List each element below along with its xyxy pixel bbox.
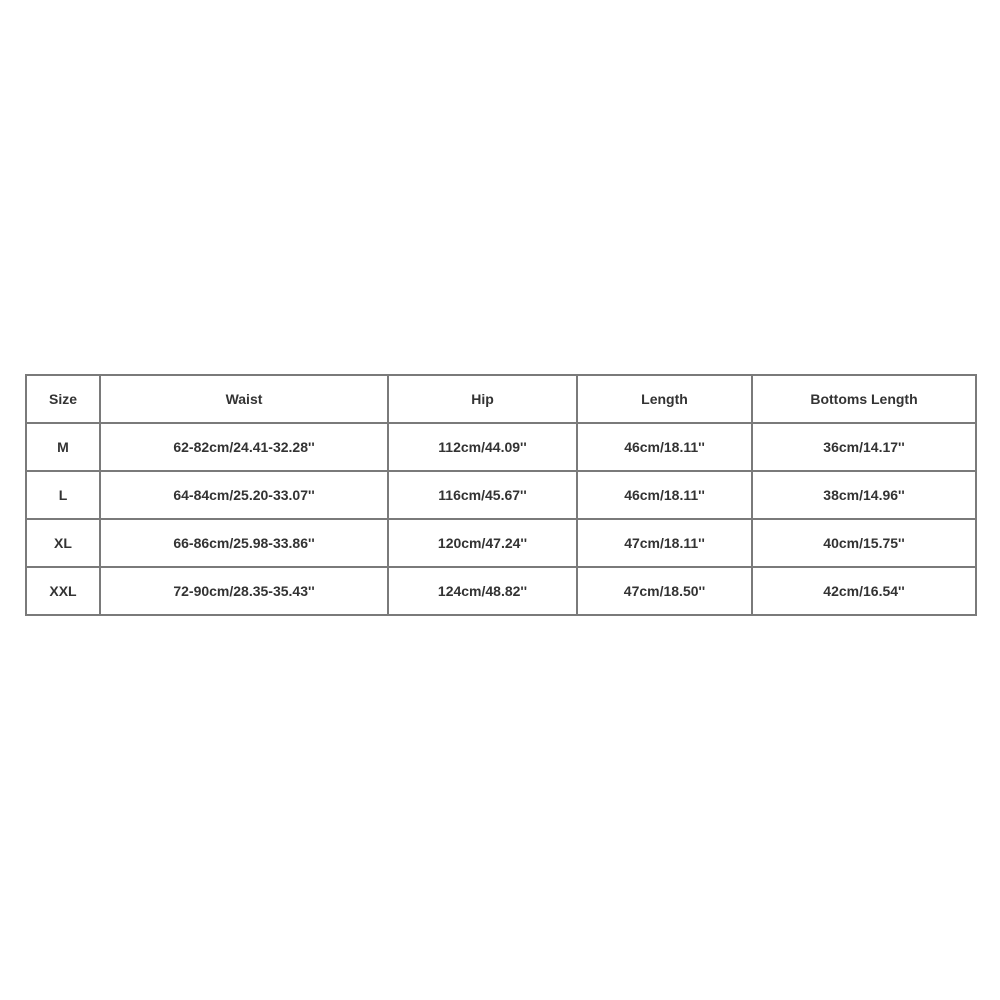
cell-length: 47cm/18.50''	[577, 567, 752, 615]
table-row	[26, 567, 976, 615]
header-waist: Waist	[100, 375, 388, 423]
header-hip: Hip	[388, 375, 577, 423]
header-row	[26, 375, 976, 423]
cell-length: 46cm/18.11''	[577, 471, 752, 519]
table-row	[26, 423, 976, 471]
cell-size: L	[26, 471, 100, 519]
cell-bottoms-length: 36cm/14.17''	[752, 423, 976, 471]
cell-waist: 64-84cm/25.20-33.07''	[100, 471, 388, 519]
cell-waist: 72-90cm/28.35-35.43''	[100, 567, 388, 615]
cell-size: XXL	[26, 567, 100, 615]
cell-hip: 120cm/47.24''	[388, 519, 577, 567]
cell-length: 46cm/18.11''	[577, 423, 752, 471]
cell-hip: 116cm/45.67''	[388, 471, 577, 519]
header-size: Size	[26, 375, 100, 423]
table-row	[26, 519, 976, 567]
cell-bottoms-length: 40cm/15.75''	[752, 519, 976, 567]
header-length: Length	[577, 375, 752, 423]
cell-size: XL	[26, 519, 100, 567]
cell-waist: 62-82cm/24.41-32.28''	[100, 423, 388, 471]
header-bottoms-length: Bottoms Length	[752, 375, 976, 423]
cell-bottoms-length: 38cm/14.96''	[752, 471, 976, 519]
cell-waist: 66-86cm/25.98-33.86''	[100, 519, 388, 567]
cell-hip: 112cm/44.09''	[388, 423, 577, 471]
cell-size: M	[26, 423, 100, 471]
size-chart-table	[25, 374, 977, 616]
table-row	[26, 471, 976, 519]
cell-bottoms-length: 42cm/16.54''	[752, 567, 976, 615]
cell-hip: 124cm/48.82''	[388, 567, 577, 615]
cell-length: 47cm/18.11''	[577, 519, 752, 567]
